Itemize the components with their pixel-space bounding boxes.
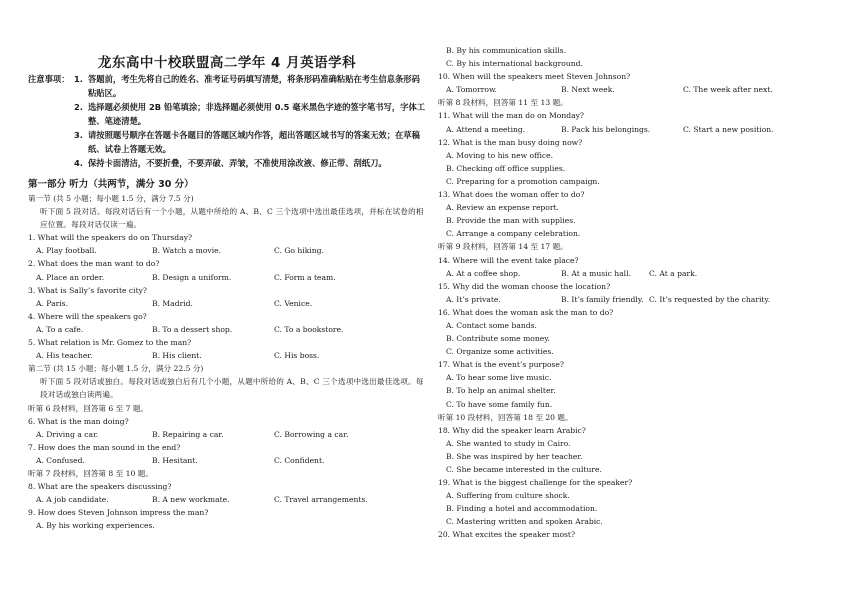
- note-2: [28, 100, 426, 128]
- question-3-options: [28, 297, 426, 310]
- question-19-option-c: C. Mastering written and spoken Arabic.: [446, 517, 603, 527]
- option-b: B. Hesitant.: [152, 455, 198, 465]
- note-text: 请按照题号顺序在答题卡各题目的答题区域内作答，超出答题区域书写的答案无效；在草稿纸、试卷上答题无效。: [88, 130, 420, 154]
- option-b: B. At a music hall.: [561, 268, 631, 278]
- option-c: C. Venice.: [274, 298, 313, 308]
- option-a: A. His teacher.: [36, 351, 93, 361]
- question-9-option-a: A. By his working experiences.: [36, 521, 155, 531]
- option-c: C. Start a new position.: [683, 124, 774, 134]
- question-5: 5. What relation is Mr. Gomez to the man?: [28, 338, 192, 348]
- note-text: 保持卡面清洁，不要折叠，不要弄破、弄皱，不准使用涂改液、修正带、刮纸刀。: [88, 158, 387, 168]
- question-9: 9. How does Steven Johnson impress the man?: [28, 508, 209, 518]
- question-17-option-a: A. To hear some live music.: [446, 373, 552, 383]
- question-7-options: [28, 454, 426, 467]
- question-18: 18. Why did the speaker learn Arabic?: [438, 425, 586, 435]
- question-19-option-b: B. Finding a hotel and accommodation.: [446, 504, 598, 514]
- option-b: B. Repairing a car.: [152, 429, 224, 439]
- question-16-option-a: A. Contact some bands.: [446, 320, 537, 330]
- note-4: [28, 156, 426, 170]
- option-b: B. It’s family friendly.: [561, 294, 644, 304]
- question-1: 1. What will the speakers do on Thursday?: [28, 233, 193, 243]
- part1-heading: 第一部分 听力（共两节，满分 30 分）: [28, 179, 194, 190]
- question-3: 3. What is Sally’s favorite city?: [28, 285, 148, 295]
- question-13-option-b: B. Provide the man with supplies.: [446, 216, 576, 226]
- question-16: 16. What does the woman ask the man to do?: [438, 307, 614, 317]
- question-4: 4. Where will the speakers go?: [28, 311, 147, 321]
- option-a: A. Attend a meeting.: [446, 124, 526, 134]
- question-18-option-b: B. She was inspired by her teacher.: [446, 451, 583, 461]
- option-c: C. It’s requested by the charity.: [649, 294, 771, 304]
- question-2-options: [28, 271, 426, 284]
- option-a: A. Play football.: [36, 246, 97, 256]
- option-a: A. Tomorrow.: [446, 85, 497, 95]
- question-9-option-c: C. By his international background.: [446, 59, 583, 69]
- question-15: 15. Why did the woman choose the location?: [438, 281, 611, 291]
- section1-header: 第一节 (共 5 小题；每小题 1.5 分，满分 7.5 分): [28, 194, 194, 203]
- note-number: 1.: [74, 74, 83, 84]
- question-14-options: [438, 267, 848, 280]
- question-11-options: [438, 123, 848, 136]
- note-number: 2.: [74, 102, 83, 112]
- question-14: 14. Where will the event take place?: [438, 255, 579, 265]
- question-20: 20. What excites the speaker most?: [438, 530, 576, 540]
- option-c: C. Confident.: [274, 455, 325, 465]
- question-7: 7. How does the man sound in the end?: [28, 442, 181, 452]
- question-1-options: [28, 244, 426, 257]
- section1-instruction: 听下面 5 段对话。每段对话后有一个小题，从题中所给的 A、B、C 三个选项中选出最佳选项，并标在试卷的相应位置。每段对话仅读一遍。: [40, 207, 424, 230]
- note-lead: 注意事项：: [28, 74, 70, 84]
- note-1: [28, 72, 426, 100]
- question-18-option-c: C. She became interested in the culture.: [446, 465, 602, 474]
- option-b: B. Next week.: [561, 85, 615, 95]
- question-18-option-a: A. She wanted to study in Cairo.: [446, 438, 571, 448]
- option-a: A. Confused.: [36, 455, 85, 465]
- option-c: C. To a bookstore.: [274, 324, 344, 334]
- material-7-note: 听第 7 段材料，回答第 8 至 10 题。: [28, 468, 153, 478]
- option-c: C. Form a team.: [274, 272, 336, 282]
- material-10-note: 听第 10 段材料，回答第 18 至 20 题。: [438, 412, 573, 422]
- question-8-options: [28, 493, 426, 506]
- question-6-options: [28, 428, 426, 441]
- question-13-option-c: C. Arrange a company celebration.: [446, 229, 581, 239]
- question-15-options: [438, 293, 848, 306]
- option-b: B. Pack his belongings.: [561, 124, 651, 134]
- question-9-option-b: B. By his communication skills.: [446, 46, 566, 55]
- page-title: 龙东高中十校联盟高二学年 4 月英语学科: [97, 55, 357, 71]
- question-4-options: [28, 323, 426, 336]
- question-10-options: [438, 83, 848, 96]
- question-12-option-a: A. Moving to his new office.: [446, 150, 554, 160]
- option-a: A. Paris.: [36, 298, 68, 308]
- question-17: 17. What is the event’s purpose?: [438, 360, 564, 370]
- option-b: B. His client.: [152, 351, 202, 361]
- option-b: B. To a dessert shop.: [152, 324, 233, 334]
- option-a: A. It’s private.: [446, 294, 501, 304]
- question-5-options: [28, 349, 426, 362]
- question-13: 13. What does the woman offer to do?: [438, 190, 585, 200]
- question-19: 19. What is the biggest challenge for the speaker?: [438, 478, 633, 488]
- left-content: [28, 192, 426, 532]
- question-17-option-b: B. To help an animal shelter.: [446, 386, 556, 396]
- section2-instruction: 听下面 5 段对话或独白。每段对话或独白后有几个小题，从题中所给的 A、B、C 三个选项中选出最佳选项。每段对话或独白读两遍。: [40, 377, 424, 400]
- question-10: 10. When will the speakers meet Steven Johnson?: [438, 72, 631, 82]
- question-13-option-a: A. Review an expense report.: [446, 203, 559, 213]
- question-8: 8. What are the speakers discussing?: [28, 482, 172, 492]
- option-a: A. A job candidate.: [36, 495, 109, 505]
- question-6: 6. What is the man doing?: [28, 416, 129, 426]
- option-a: A. At a coffee shop.: [446, 268, 521, 278]
- right-content: [438, 44, 848, 542]
- note-text: 答题前，考生先将自己的姓名、准考证号码填写清楚，将条形码准确粘贴在考生信息条形码粘贴区。: [88, 74, 420, 98]
- question-19-option-a: A. Suffering from culture shock.: [446, 491, 570, 501]
- exam-notes: [28, 72, 426, 170]
- option-a: A. Place an order.: [36, 272, 105, 282]
- option-c: C. Travel arrangements.: [274, 495, 368, 505]
- question-16-option-b: B. Contribute some money.: [446, 334, 550, 344]
- question-12-option-c: C. Preparing for a promotion campaign.: [446, 176, 600, 186]
- option-c: C. Borrowing a car.: [274, 429, 349, 439]
- option-c: C. At a park.: [649, 268, 698, 278]
- question-17-option-c: C. To have some family fun.: [446, 399, 553, 409]
- question-16-option-c: C. Organize some activities.: [446, 347, 554, 357]
- option-b: B. Madrid.: [152, 298, 193, 308]
- option-a: A. Driving a car.: [36, 429, 99, 439]
- option-c: C. The week after next.: [683, 85, 773, 95]
- option-b: B. Design a uniform.: [152, 272, 232, 282]
- option-b: B. A new workmate.: [152, 495, 230, 505]
- option-b: B. Watch a movie.: [152, 246, 222, 256]
- question-12-option-b: B. Checking off office supplies.: [446, 163, 566, 173]
- question-2: 2. What does the man want to do?: [28, 259, 160, 269]
- option-a: A. To a cafe.: [36, 324, 84, 334]
- note-number: 3.: [74, 130, 83, 140]
- note-3: [28, 128, 426, 156]
- note-text: 选择题必须使用 2B 铅笔填涂；非选择题必须使用 0.5 毫米黑色字迹的签字笔书写，字体工整、笔迹清楚。: [88, 102, 426, 126]
- material-6-note: 听第 6 段材料，回答第 6 至 7 题。: [28, 403, 149, 413]
- material-8-note: 听第 8 段材料，回答第 11 至 13 题。: [438, 98, 568, 108]
- section2-header: 第二节 (共 15 小题；每小题 1.5 分，满分 22.5 分): [28, 364, 204, 374]
- question-12: 12. What is the man busy doing now?: [438, 137, 583, 147]
- option-c: C. His boss.: [274, 351, 320, 361]
- question-11: 11. What will the man do on Monday?: [438, 111, 584, 121]
- note-number: 4.: [74, 158, 83, 168]
- material-9-note: 听第 9 段材料，回答第 14 至 17 题。: [438, 242, 568, 252]
- option-c: C. Go hiking.: [274, 246, 324, 256]
